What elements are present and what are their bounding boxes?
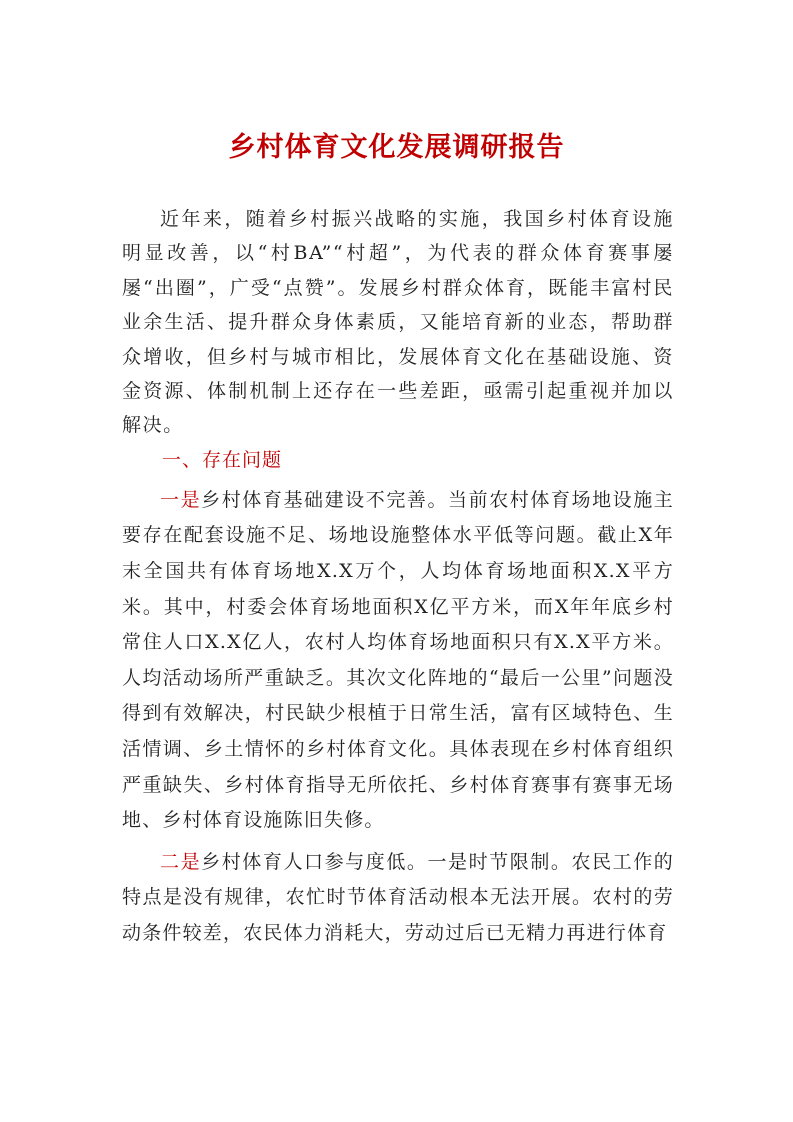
- sub-item-lead-1: 一是: [427, 850, 469, 873]
- section-heading-problems: 一、存在问题: [162, 448, 283, 471]
- sub-item-text-1: 时节限制。农民工作的特点是没有规律，农忙时节体育活动根本无法开展。农村的劳动条件较差，农民体力消耗大，劳动过后已无精力再进行体育: [122, 850, 674, 944]
- item-text-2: 乡村体育人口参与度低。: [201, 850, 428, 873]
- intro-paragraph: 近年来，随着乡村振兴战略的实施，我国乡村体育设施明显改善，以“村BA”“村超”，为代表的群众体育赛事屡屡“出圈”，广受“点赞”。发展乡村群众体育，既能丰富村民业余生活、提升群众身体素质，又能培育新的业态，帮助群众增收，但乡村与城市相比，发展体育文化在基础设施、资金资源、体制机制上还存在一些差距，亟需引起重视并加以解决。: [122, 208, 674, 437]
- problem-paragraph-1: [122, 483, 674, 839]
- item-lead-1: 一是: [160, 488, 202, 511]
- item-text-1: 乡村体育基础建设不完善。当前农村体育场地设施主要存在配套设施不足、场地设施整体水平低等问题。截止X年末全国共有体育场地X.X万个，人均体育场地面积X.X平方米。其中，村委会体育场地面积X亿平方米，而X年年底乡村常住人口X.X亿人，农村人均体育场地面积只有X.X平方米。人均活动场所严重缺乏。其次文化阵地的“最后一公里”问题没得到有效解决，村民缺少根植于日常生活，富有区域特色、生活情调、乡土情怀的乡村体育文化。具体表现在乡村体育组织严重缺失、乡村体育指导无所依托、乡村体育赛事有赛事无场地、乡村体育设施陈旧失修。: [122, 488, 674, 832]
- document-title: 乡村体育文化发展调研报告: [228, 132, 565, 163]
- problem-paragraph-2: [122, 845, 674, 952]
- document-body: [122, 202, 674, 952]
- item-lead-2: 二是: [160, 850, 202, 873]
